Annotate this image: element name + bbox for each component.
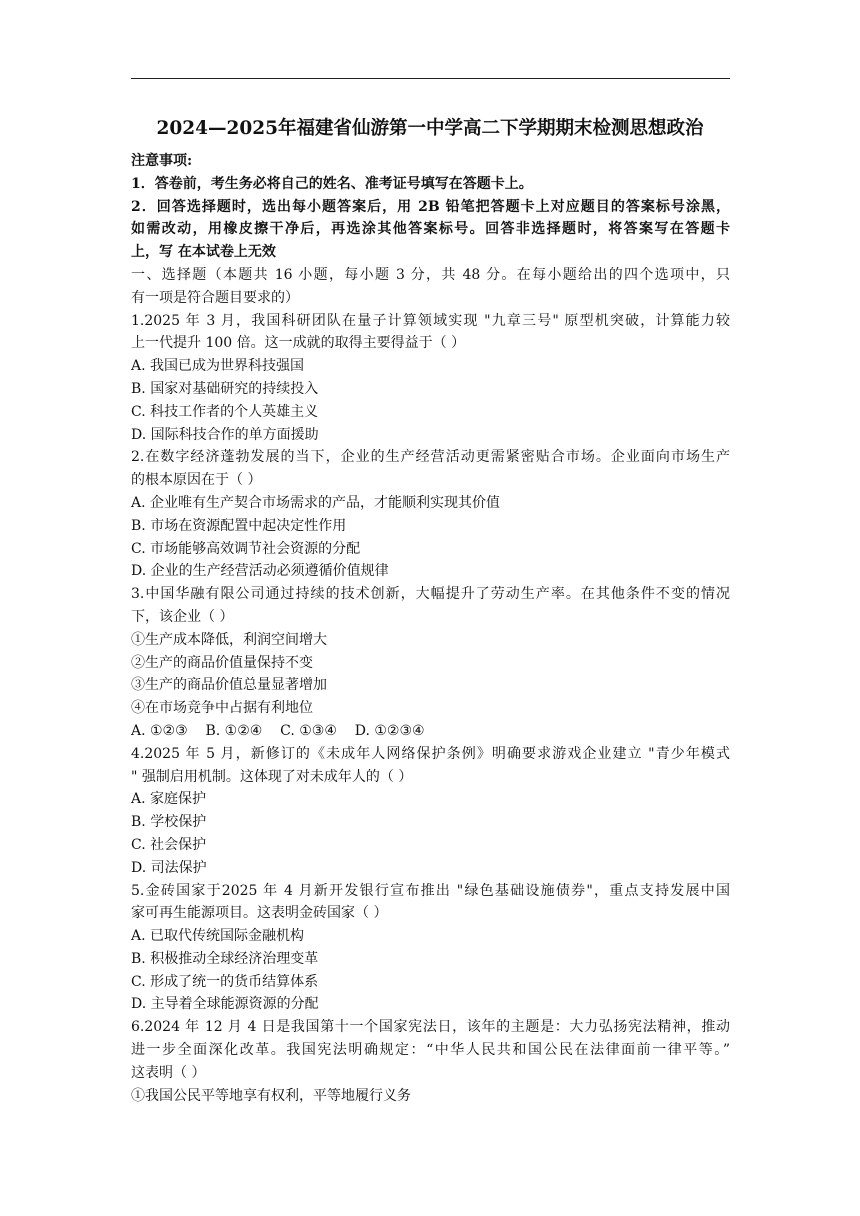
question-4-option-b: B. 学校保护 xyxy=(131,814,207,831)
question-4-option-d: D. 司法保护 xyxy=(131,859,207,876)
question-1-stem-line-1: 1.2025 年 3 月，我国科研团队在量子计算领域实现 "九章三号" 原型机突破，计算能力较 xyxy=(131,312,730,329)
question-2-option-c: C. 市场能够高效调节社会资源的分配 xyxy=(131,540,361,557)
question-1-option-d: D. 国际科技合作的单方面援助 xyxy=(131,426,319,443)
question-5-option-b: B. 积极推动全球经济治理变革 xyxy=(131,950,319,967)
question-4-option-a: A. 家庭保护 xyxy=(131,791,207,808)
question-6-stem-line-3: 这表明（ ） xyxy=(131,1064,206,1081)
question-2-option-b: B. 市场在资源配置中起决定性作用 xyxy=(131,517,347,534)
question-4-stem-line-2: " 强制启用机制。这体现了对未成年人的（ ） xyxy=(131,768,413,785)
question-5-stem-line-1: 5.金砖国家于2025 年 4 月新开发银行宣布推出 "绿色基础设施债券"，重点支持发展中国 xyxy=(131,882,730,899)
notice-item-2-line-1: 2．回答选择题时，选出每小题答案后，用 2B 铅笔把答题卡上对应题目的答案标号涂黑， xyxy=(131,198,730,215)
question-3-statement-4: ④在市场竞争中占据有利地位 xyxy=(131,700,313,717)
question-2-stem-line-1: 2.在数字经济蓬勃发展的当下，企业的生产经营活动更需紧密贴合市场。企业面向市场生产 xyxy=(131,449,730,466)
question-3-choice-a: A. ①②③ xyxy=(131,722,188,739)
header-rule xyxy=(131,78,730,79)
question-3-choice-b: B. ①②④ xyxy=(205,722,263,739)
notice-item-2-line-2: 如需改动，用橡皮擦干净后，再选涂其他答案标号。回答非选择题时，将答案写在答题卡 xyxy=(131,221,730,238)
question-3-choice-c: C. ①③④ xyxy=(280,722,337,739)
section-heading-line-1: 一、选择题（本题共 16 小题，每小题 3 分，共 48 分。在每小题给出的四个选项中，只 xyxy=(131,266,730,283)
question-6-stem-line-1: 6.2024 年 12 月 4 日是我国第十一个国家宪法日，该年的主题是：大力弘扬宪法精神，推动 xyxy=(131,1019,730,1036)
question-4-option-c: C. 社会保护 xyxy=(131,836,207,853)
question-3-choices xyxy=(131,720,730,743)
question-5-option-d: D. 主导着全球能源资源的分配 xyxy=(131,996,319,1013)
question-2-option-d: D. 企业的生产经营活动必须遵循价值规律 xyxy=(131,563,389,580)
question-5-option-a: A. 已取代传统国际金融机构 xyxy=(131,928,305,945)
question-1-stem-line-2: 上一代提升 100 倍。这一成就的取得主要得益于（ ） xyxy=(131,335,466,352)
question-6-statement-1: ①我国公民平等地享有权利，平等地履行义务 xyxy=(131,1087,411,1104)
section-heading-line-2: 有一项是符合题目要求的） xyxy=(131,289,299,306)
question-3-stem-line-2: 下，该企业（ ） xyxy=(131,608,234,625)
question-4-stem-line-1: 4.2025 年 5 月，新修订的《未成年人网络保护条例》明确要求游戏企业建立 "青少年模式 xyxy=(131,745,730,762)
question-1-option-a: A. 我国已成为世界科技强国 xyxy=(131,358,305,375)
question-3-stem-line-1: 3.中国华融有限公司通过持续的技术创新，大幅提升了劳动生产率。在其他条件不变的情况 xyxy=(131,586,730,603)
exam-body xyxy=(131,150,730,1107)
notice-heading: 注意事项: xyxy=(131,153,193,169)
question-2-stem-line-2: 的根本原因在于（ ） xyxy=(131,472,262,489)
question-3-statement-3: ③生产的商品价值总量显著增加 xyxy=(131,677,327,694)
question-2-option-a: A. 企业唯有生产契合市场需求的产品，才能顺利实现其价值 xyxy=(131,494,501,511)
question-5-option-c: C. 形成了统一的货币结算体系 xyxy=(131,973,319,990)
notice-item-1: 1．答卷前，考生务必将自己的姓名、准考证号填写在答题卡上。 xyxy=(131,175,533,192)
question-1-option-c: C. 科技工作者的个人英雄主义 xyxy=(131,403,319,420)
question-5-stem-line-2: 家可再生能源项目。这表明金砖国家（ ） xyxy=(131,905,388,922)
question-1-option-b: B. 国家对基础研究的持续投入 xyxy=(131,380,319,397)
question-3-statement-2: ②生产的商品价值量保持不变 xyxy=(131,654,313,671)
question-3-choice-d: D. ①②③④ xyxy=(354,722,425,739)
exam-title: 2024—2025年福建省仙游第一中学高二下学期期末检测思想政治 xyxy=(156,118,704,139)
question-6-stem-line-2: 进一步全面深化改革。我国宪法明确规定：“中华人民共和国公民在法律面前一律平等。” xyxy=(131,1042,730,1059)
notice-item-2-line-3: 上，写 在本试卷上无效 xyxy=(131,244,276,261)
question-3-statement-1: ①生产成本降低，利润空间增大 xyxy=(131,631,327,648)
